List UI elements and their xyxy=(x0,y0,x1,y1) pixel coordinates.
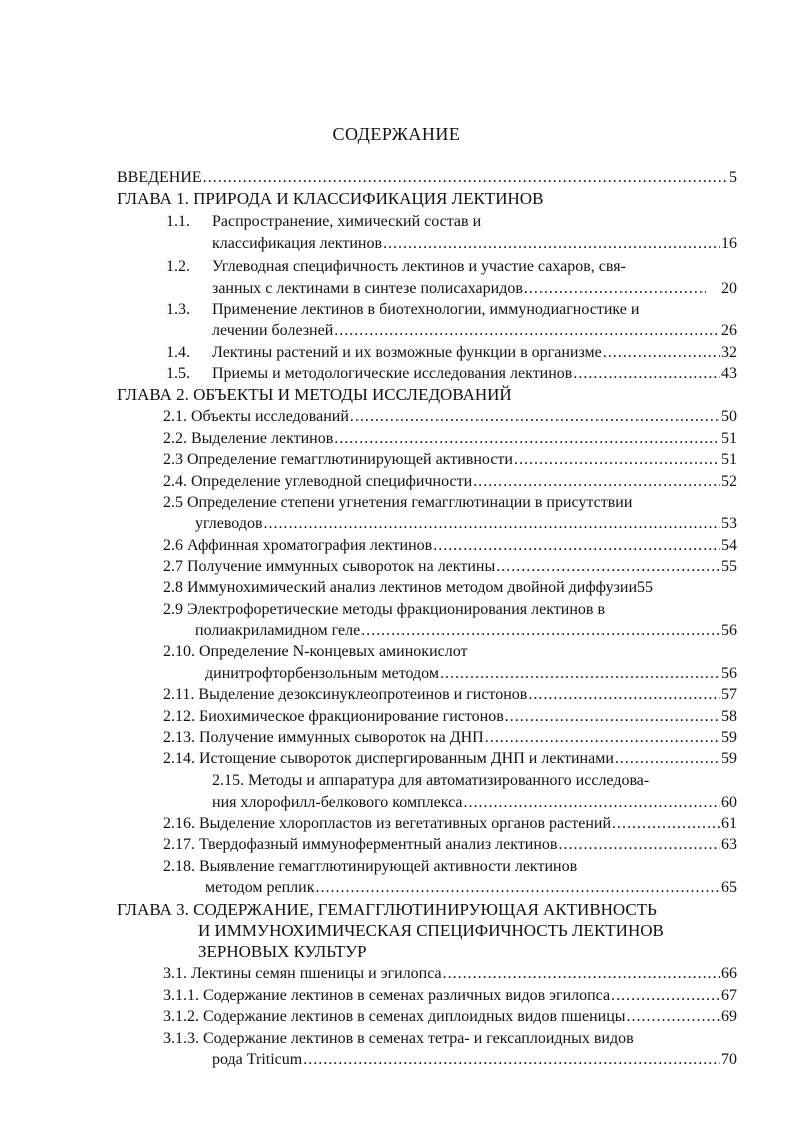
toc-entry-text: 2.9 Электрофоретические методы фракционирования лектинов в xyxy=(163,601,606,618)
toc-entry-intro xyxy=(117,168,737,188)
toc-entry-3-1-3 xyxy=(212,1050,737,1070)
toc-page-number: 51 xyxy=(721,451,737,468)
toc-entry-text: Распространение, химический состав и xyxy=(212,213,482,230)
toc-entry-2-11 xyxy=(163,685,737,705)
toc-entry-text: динитрофторбензольным методом xyxy=(205,665,439,682)
toc-entry-text: 2.10. Определение N-концевых аминокислот xyxy=(163,643,468,660)
toc-page-number: 61 xyxy=(721,815,737,832)
toc-entry-text: 2.2. Выделение лектинов xyxy=(163,430,334,447)
toc-entry-text: 2.15. Методы и аппаратура для автоматизированного исследова- xyxy=(212,772,650,789)
toc-entry-text: Лектины растений и их возможные функции в организме xyxy=(212,344,602,361)
toc-entry-3-1-2 xyxy=(163,1007,737,1027)
toc-entry-text: 2.7 Получение иммунных сывороток на лектины xyxy=(163,558,496,575)
toc-entry-text: занных с лектинами в синтезе полисахаридов xyxy=(212,280,523,297)
toc-entry-text: 3.1.2. Содержание лектинов в семенах диплоидных видов пшеницы xyxy=(163,1008,626,1025)
toc-entry-text: классификация лектинов xyxy=(212,235,382,252)
toc-section-number: 1.1. xyxy=(166,213,190,230)
toc-page-number: 58 xyxy=(721,708,737,725)
toc-entry-2-14 xyxy=(163,749,737,769)
toc-section-number: 1.3. xyxy=(166,301,190,318)
toc-page-number: 55 xyxy=(637,579,654,596)
toc-entry-2-15 xyxy=(212,793,737,813)
toc-entry-1-1 xyxy=(212,234,737,254)
toc-entry-2-8 xyxy=(163,578,737,598)
toc-entry-text: 2.11. Выделение дезоксинуклеопротеинов и гистонов xyxy=(163,686,528,703)
toc-page-number: 43 xyxy=(721,365,737,382)
toc-entry-1-4 xyxy=(212,343,737,363)
toc-page-number: 57 xyxy=(721,686,737,703)
toc-page-number: 59 xyxy=(721,729,737,746)
toc-page-number: 69 xyxy=(721,1008,737,1025)
toc-entry-text: 2.16. Выделение хлоропластов из вегетативных органов растений xyxy=(163,815,612,832)
toc-entry-text: лечении болезней xyxy=(212,322,334,339)
toc-entry-text: ВВЕДЕНИЕ xyxy=(117,169,202,186)
toc-entry-text: углеводов xyxy=(195,515,263,532)
toc-page-number: 65 xyxy=(721,879,737,896)
toc-page-number: 16 xyxy=(721,235,737,252)
toc-entry-1-3 xyxy=(212,321,737,341)
toc-entry-2-5 xyxy=(195,514,737,534)
toc-entry-2-17 xyxy=(163,835,737,855)
toc-entry-text: Применение лектинов в биотехнологии, иммунодиагностике и xyxy=(212,301,640,318)
toc-page-number: 54 xyxy=(721,537,737,554)
toc-page-number: 50 xyxy=(721,408,737,425)
toc-page-number: 70 xyxy=(721,1051,737,1068)
toc-entry-2-1 xyxy=(163,407,737,427)
toc-page-number: 5 xyxy=(729,169,737,186)
toc-entry-2-3 xyxy=(163,450,737,470)
toc-page-number: 51 xyxy=(721,430,737,447)
toc-entry-text: 2.1. Объекты исследований xyxy=(163,408,349,425)
toc-page-number: 52 xyxy=(721,473,737,490)
toc-page-number: 55 xyxy=(721,558,737,575)
toc-entry-text: методом реплик xyxy=(205,879,315,896)
toc-entry-1-2 xyxy=(212,279,737,299)
toc-entry-2-9 xyxy=(195,621,737,641)
toc-section-number: 1.4. xyxy=(166,344,190,361)
toc-entry-text: 2.18. Выявление гемагглютинирующей активности лектинов xyxy=(163,858,578,875)
toc-chapter-2: ГЛАВА 2. ОБЪЕКТЫ И МЕТОДЫ ИССЛЕДОВАНИЙ xyxy=(117,385,512,404)
toc-entry-text: 3.1. Лектины семян пшеницы и эгилопса xyxy=(163,965,442,982)
toc-page-number: 66 xyxy=(721,965,737,982)
toc-entry-text: 3.1.3. Содержание лектинов в семенах тетра- и гексаплоидных видов xyxy=(163,1030,634,1047)
toc-entry-text: 2.4. Определение углеводной специфичности xyxy=(163,473,473,490)
toc-page-number: 26 xyxy=(721,322,737,339)
toc-chapter-3: ГЛАВА 3. СОДЕРЖАНИЕ, ГЕМАГГЛЮТИНИРУЮЩАЯ АКТИВНОСТЬ xyxy=(117,900,657,919)
toc-entry-text: полиакриламидном геле xyxy=(195,622,361,639)
toc-page-number: 20 xyxy=(721,280,737,297)
toc-entry-text: Углеводная специфичность лектинов и участие сахаров, свя- xyxy=(212,258,626,275)
toc-chapter-3-line2: И ИММУНОХИМИЧЕСКАЯ СПЕЦИФИЧНОСТЬ ЛЕКТИНОВ xyxy=(198,921,664,940)
toc-page-number: 59 xyxy=(721,750,737,767)
toc-section-number: 1.5. xyxy=(166,365,190,382)
toc-chapter-1: ГЛАВА 1. ПРИРОДА И КЛАССИФИКАЦИЯ ЛЕКТИНОВ xyxy=(117,189,544,208)
toc-entry-2-7 xyxy=(163,557,737,577)
toc-entry-2-4 xyxy=(163,472,737,492)
toc-entry-2-12 xyxy=(163,707,737,727)
toc-section-number: 1.2. xyxy=(166,258,190,275)
toc-entry-text: 2.5 Определение степени угнетения гемагглютинации в присутствии xyxy=(163,494,633,511)
toc-entry-2-10 xyxy=(205,664,737,684)
page-title: СОДЕРЖАНИЕ xyxy=(332,124,461,144)
toc-page-number: 53 xyxy=(721,515,737,532)
toc-page-number: 63 xyxy=(721,836,737,853)
toc-page-number: 60 xyxy=(721,794,737,811)
toc-page-number: 56 xyxy=(721,622,737,639)
toc-entry-text: 2.13. Получение иммунных сывороток на ДНП xyxy=(163,729,484,746)
toc-entry-text: 2.14. Истощение сывороток диспергированным ДНП и лектинами xyxy=(163,750,614,767)
toc-entry-2-18 xyxy=(205,878,737,898)
toc-entry-2-6 xyxy=(163,536,737,556)
toc-entry-text: 3.1.1. Содержание лектинов в семенах различных видов эгилопса xyxy=(163,987,611,1004)
toc-entry-text: 2.6 Аффинная хроматография лектинов xyxy=(163,537,433,554)
toc-page-number: 67 xyxy=(721,987,737,1004)
toc-entry-text: 2.12. Биохимическое фракционирование гистонов xyxy=(163,708,504,725)
toc-page-number: 56 xyxy=(721,665,737,682)
toc-entry-3-1-1 xyxy=(163,986,737,1006)
toc-entry-2-13 xyxy=(163,728,737,748)
toc-entry-2-16 xyxy=(163,814,737,834)
toc-entry-text: рода Triticum xyxy=(212,1051,303,1068)
toc-entry-text: 2.17. Твердофазный иммуноферментный анализ лектинов xyxy=(163,836,558,853)
toc-entry-2-2 xyxy=(163,429,737,449)
toc-chapter-3-line3: ЗЕРНОВЫХ КУЛЬТУР xyxy=(198,942,367,961)
toc-entry-text: 2.8 Иммунохимический анализ лектинов методом двойной диффузии xyxy=(163,579,638,596)
toc-entry-3-1 xyxy=(163,964,737,984)
toc-entry-text: ния хлорофилл-белкового комплекса xyxy=(212,794,463,811)
toc-entry-text: Приемы и методологические исследования лектинов xyxy=(212,365,573,382)
toc-entry-1-5 xyxy=(212,364,737,384)
toc-entry-text: 2.3 Определение гемагглютинирующей активности xyxy=(163,451,513,468)
toc-page-number: 32 xyxy=(721,344,737,361)
